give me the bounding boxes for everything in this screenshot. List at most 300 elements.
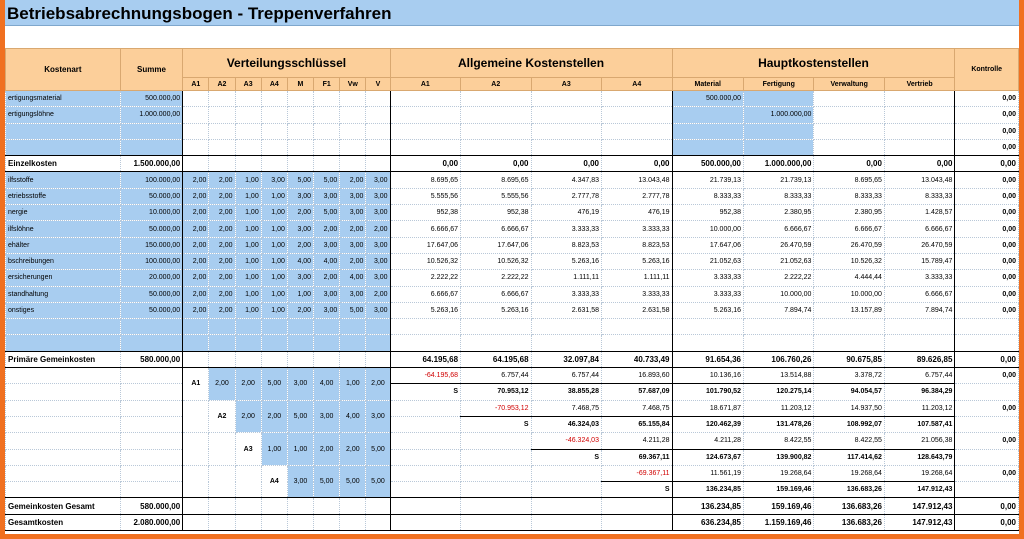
kostenart-label[interactable]: ilfslöhne bbox=[6, 221, 121, 237]
empty-cell[interactable] bbox=[461, 107, 531, 123]
kostenart-label[interactable]: ehälter bbox=[6, 237, 121, 253]
kostenart-label[interactable]: Gemeinkosten Gesamt bbox=[6, 498, 121, 514]
empty-cell[interactable] bbox=[235, 91, 261, 107]
empty-cell[interactable] bbox=[120, 465, 182, 481]
key-cell[interactable]: 2,00 bbox=[209, 368, 235, 401]
key-cell[interactable]: 2,00 bbox=[261, 400, 287, 433]
allg-cell[interactable]: 2.777,78 bbox=[531, 188, 601, 204]
kostenart-label[interactable]: Einzelkosten bbox=[6, 156, 121, 172]
empty-cell[interactable] bbox=[601, 498, 672, 514]
key-cell[interactable]: 2,00 bbox=[340, 433, 366, 466]
header-key-a2[interactable]: A2 bbox=[209, 78, 235, 91]
kostenart-label[interactable]: nergie bbox=[6, 205, 121, 221]
key-cell[interactable]: 3,00 bbox=[287, 465, 313, 498]
key-cell[interactable]: 1,00 bbox=[261, 205, 287, 221]
kostenart-label[interactable]: ertigungsmaterial bbox=[6, 91, 121, 107]
haupt-cell[interactable]: 17.647,06 bbox=[672, 237, 743, 253]
empty-cell[interactable] bbox=[601, 139, 672, 155]
allg-cell[interactable]: 10.526,32 bbox=[390, 253, 460, 269]
key-cell[interactable]: 3,00 bbox=[340, 286, 366, 302]
key-cell[interactable]: 3,00 bbox=[314, 286, 340, 302]
kostenart-label[interactable] bbox=[6, 123, 121, 139]
empty-cell[interactable] bbox=[366, 319, 390, 335]
allg-cell[interactable]: 8.695,65 bbox=[461, 172, 531, 188]
empty-cell[interactable] bbox=[261, 514, 287, 530]
empty-cell[interactable] bbox=[235, 498, 261, 514]
empty-cell[interactable] bbox=[6, 449, 121, 465]
haupt-sum-cell[interactable]: 139.900,82 bbox=[743, 449, 813, 465]
empty-cell[interactable] bbox=[287, 156, 313, 172]
haupt-sum-cell[interactable]: 136.234,85 bbox=[672, 482, 743, 498]
allg-cell[interactable]: 2.777,78 bbox=[601, 188, 672, 204]
key-cell[interactable]: 3,00 bbox=[287, 188, 313, 204]
key-cell[interactable]: 2,00 bbox=[209, 188, 235, 204]
empty-cell[interactable] bbox=[340, 123, 366, 139]
allg-cell[interactable]: 476,19 bbox=[601, 205, 672, 221]
key-cell[interactable]: 1,00 bbox=[261, 286, 287, 302]
key-cell[interactable]: 2,00 bbox=[209, 172, 235, 188]
empty-cell[interactable] bbox=[390, 498, 460, 514]
allg-cell[interactable]: 2.222,22 bbox=[461, 270, 531, 286]
key-cell[interactable]: 2,00 bbox=[183, 253, 209, 269]
kontrolle-cell[interactable]: 0,00 bbox=[955, 498, 1019, 514]
allg-cell[interactable]: 8.695,65 bbox=[390, 172, 460, 188]
haupt-cell[interactable]: 13.157,89 bbox=[814, 302, 884, 318]
allg-cell[interactable]: 7.468,75 bbox=[601, 400, 672, 416]
empty-cell[interactable] bbox=[6, 368, 121, 384]
key-cell[interactable]: 2,00 bbox=[340, 221, 366, 237]
key-cell[interactable]: 2,00 bbox=[366, 286, 390, 302]
allg-cell[interactable]: 5.263,16 bbox=[461, 302, 531, 318]
empty-cell[interactable] bbox=[120, 433, 182, 449]
empty-cell[interactable] bbox=[366, 91, 390, 107]
key-cell[interactable]: 1,00 bbox=[235, 237, 261, 253]
allg-cell[interactable]: 1.111,11 bbox=[601, 270, 672, 286]
allg-cell[interactable]: 2.631,58 bbox=[601, 302, 672, 318]
key-cell[interactable]: 2,00 bbox=[209, 237, 235, 253]
allg-cell[interactable]: -70.953,12 bbox=[461, 400, 531, 416]
haupt-cell[interactable]: 7.894,74 bbox=[884, 302, 954, 318]
empty-cell[interactable] bbox=[120, 335, 182, 351]
empty-cell[interactable] bbox=[287, 319, 313, 335]
haupt-sum-cell[interactable]: 131.478,26 bbox=[743, 416, 813, 432]
key-cell[interactable]: 4,00 bbox=[314, 253, 340, 269]
empty-cell[interactable] bbox=[183, 514, 209, 530]
kostenart-label[interactable]: etriebsstoffe bbox=[6, 188, 121, 204]
key-cell[interactable]: 2,00 bbox=[366, 221, 390, 237]
allg-cell[interactable]: 5.263,16 bbox=[531, 253, 601, 269]
key-cell[interactable]: 5,00 bbox=[314, 172, 340, 188]
haupt-cell[interactable]: 18.671,87 bbox=[672, 400, 743, 416]
header-key-a3[interactable]: A3 bbox=[235, 78, 261, 91]
empty-cell[interactable] bbox=[287, 139, 313, 155]
empty-cell[interactable] bbox=[261, 123, 287, 139]
allg-cell[interactable]: 2.222,22 bbox=[390, 270, 460, 286]
allg-cell[interactable]: 5.263,16 bbox=[601, 253, 672, 269]
kostenart-label[interactable]: onstiges bbox=[6, 302, 121, 318]
haupt-sum-cell[interactable]: 124.673,67 bbox=[672, 449, 743, 465]
empty-cell[interactable] bbox=[461, 514, 531, 530]
kontrolle-cell[interactable]: 0,00 bbox=[955, 351, 1019, 367]
key-cell[interactable]: 2,00 bbox=[209, 302, 235, 318]
empty-cell[interactable] bbox=[314, 498, 340, 514]
haupt-cell[interactable]: 11.203,12 bbox=[884, 400, 954, 416]
key-cell[interactable]: 5,00 bbox=[340, 302, 366, 318]
empty-cell[interactable] bbox=[366, 514, 390, 530]
allg-cell[interactable] bbox=[390, 400, 460, 416]
key-cell[interactable]: 2,00 bbox=[235, 400, 261, 433]
haupt-cell[interactable]: 11.561,19 bbox=[672, 465, 743, 481]
haupt-cell[interactable]: 19.268,64 bbox=[743, 465, 813, 481]
empty-cell[interactable] bbox=[531, 139, 601, 155]
key-cell[interactable]: 1,00 bbox=[261, 433, 287, 466]
empty-cell[interactable] bbox=[209, 335, 235, 351]
haupt-sum-cell[interactable]: 120.275,14 bbox=[743, 384, 813, 400]
allg-sum-cell[interactable]: 57.687,09 bbox=[601, 384, 672, 400]
allg-cell[interactable]: 17.647,06 bbox=[390, 237, 460, 253]
empty-cell[interactable] bbox=[261, 498, 287, 514]
key-cell[interactable]: 2,00 bbox=[287, 302, 313, 318]
haupt-cell[interactable]: 13.514,88 bbox=[743, 368, 813, 384]
haupt-cell[interactable]: 1.000.000,00 bbox=[743, 107, 813, 123]
key-cell[interactable]: 2,00 bbox=[287, 237, 313, 253]
haupt-cell[interactable] bbox=[743, 123, 813, 139]
empty-cell[interactable] bbox=[884, 335, 954, 351]
allg-cell[interactable]: 0,00 bbox=[531, 156, 601, 172]
empty-cell[interactable] bbox=[6, 335, 121, 351]
key-cell[interactable]: 3,00 bbox=[366, 237, 390, 253]
kontrolle-cell[interactable]: 0,00 bbox=[955, 91, 1019, 107]
haupt-cell[interactable]: 26.470,59 bbox=[743, 237, 813, 253]
summe-cell[interactable]: 20.000,00 bbox=[120, 270, 182, 286]
haupt-cell[interactable]: 147.912,43 bbox=[884, 514, 954, 530]
empty-cell[interactable] bbox=[183, 156, 209, 172]
haupt-cell[interactable]: 4.211,28 bbox=[672, 433, 743, 449]
allg-cell[interactable]: 8.823,53 bbox=[531, 237, 601, 253]
key-cell[interactable]: 2,00 bbox=[183, 302, 209, 318]
key-cell[interactable]: 5,00 bbox=[366, 465, 390, 498]
empty-cell[interactable] bbox=[531, 514, 601, 530]
header-key-a4[interactable]: A4 bbox=[261, 78, 287, 91]
empty-cell[interactable] bbox=[340, 156, 366, 172]
empty-cell[interactable] bbox=[209, 498, 235, 514]
empty-cell[interactable] bbox=[314, 335, 340, 351]
haupt-cell[interactable]: 3.378,72 bbox=[814, 368, 884, 384]
allg-cell[interactable]: 0,00 bbox=[461, 156, 531, 172]
header-allg-a2[interactable]: A2 bbox=[461, 78, 531, 91]
key-cell[interactable]: 3,00 bbox=[366, 253, 390, 269]
haupt-cell[interactable]: 21.052,63 bbox=[743, 253, 813, 269]
key-cell[interactable]: 1,00 bbox=[235, 188, 261, 204]
allg-cell[interactable]: 6.666,67 bbox=[461, 286, 531, 302]
key-cell[interactable]: 2,00 bbox=[235, 368, 261, 401]
summe-cell[interactable]: 50.000,00 bbox=[120, 221, 182, 237]
empty-cell[interactable] bbox=[235, 139, 261, 155]
allg-cell[interactable]: 64.195,68 bbox=[390, 351, 460, 367]
allg-cell[interactable]: 6.757,44 bbox=[461, 368, 531, 384]
haupt-cell[interactable]: 8.333,33 bbox=[672, 188, 743, 204]
haupt-cell[interactable]: 90.675,85 bbox=[814, 351, 884, 367]
kostenart-label[interactable]: bschreibungen bbox=[6, 253, 121, 269]
empty-cell[interactable] bbox=[461, 139, 531, 155]
key-cell[interactable]: 2,00 bbox=[340, 253, 366, 269]
key-cell[interactable]: 5,00 bbox=[340, 465, 366, 498]
haupt-cell[interactable] bbox=[814, 107, 884, 123]
empty-cell[interactable] bbox=[261, 335, 287, 351]
key-cell[interactable]: 2,00 bbox=[209, 221, 235, 237]
key-cell[interactable]: 2,00 bbox=[314, 221, 340, 237]
empty-cell[interactable] bbox=[743, 335, 813, 351]
empty-cell[interactable] bbox=[366, 107, 390, 123]
kontrolle-cell[interactable]: 0,00 bbox=[955, 123, 1019, 139]
key-cell[interactable]: 2,00 bbox=[209, 205, 235, 221]
haupt-cell[interactable]: 8.333,33 bbox=[814, 188, 884, 204]
empty-cell[interactable] bbox=[209, 123, 235, 139]
haupt-cell[interactable]: 13.043,48 bbox=[884, 172, 954, 188]
empty-cell[interactable] bbox=[209, 107, 235, 123]
key-cell[interactable]: 3,00 bbox=[287, 221, 313, 237]
empty-cell[interactable] bbox=[261, 139, 287, 155]
key-cell[interactable]: 1,00 bbox=[287, 433, 313, 466]
empty-cell[interactable] bbox=[314, 91, 340, 107]
haupt-cell[interactable]: 1.159.169,46 bbox=[743, 514, 813, 530]
stufe-label[interactable]: A4 bbox=[261, 465, 287, 498]
allg-cell[interactable]: 6.666,67 bbox=[390, 286, 460, 302]
empty-cell[interactable] bbox=[6, 416, 121, 432]
haupt-sum-cell[interactable]: 128.643,79 bbox=[884, 449, 954, 465]
empty-cell[interactable] bbox=[120, 400, 182, 416]
empty-cell[interactable] bbox=[235, 514, 261, 530]
summe-cell[interactable]: 500.000,00 bbox=[120, 91, 182, 107]
haupt-sum-cell[interactable]: 96.384,29 bbox=[884, 384, 954, 400]
summe-cell[interactable]: 100.000,00 bbox=[120, 253, 182, 269]
empty-cell[interactable] bbox=[183, 335, 209, 351]
empty-cell[interactable] bbox=[531, 107, 601, 123]
empty-cell[interactable] bbox=[6, 433, 121, 449]
allg-cell[interactable]: -69.367,11 bbox=[601, 465, 672, 481]
empty-cell[interactable] bbox=[6, 400, 121, 416]
allg-cell[interactable] bbox=[390, 465, 460, 481]
allg-cell[interactable] bbox=[531, 465, 601, 481]
empty-cell[interactable] bbox=[461, 91, 531, 107]
empty-cell[interactable] bbox=[531, 498, 601, 514]
key-cell[interactable]: 3,00 bbox=[340, 188, 366, 204]
haupt-cell[interactable]: 1.000.000,00 bbox=[743, 156, 813, 172]
empty-cell[interactable] bbox=[183, 107, 209, 123]
empty-cell[interactable] bbox=[6, 465, 121, 481]
haupt-cell[interactable]: 6.757,44 bbox=[884, 368, 954, 384]
empty-cell[interactable] bbox=[366, 498, 390, 514]
kontrolle-cell[interactable]: 0,00 bbox=[955, 237, 1019, 253]
header-key-v[interactable]: V bbox=[366, 78, 390, 91]
allg-cell[interactable] bbox=[390, 433, 460, 449]
empty-cell[interactable] bbox=[461, 319, 531, 335]
haupt-cell[interactable]: 159.169,46 bbox=[743, 498, 813, 514]
key-cell[interactable]: 2,00 bbox=[209, 253, 235, 269]
haupt-cell[interactable]: 8.695,65 bbox=[814, 172, 884, 188]
haupt-cell[interactable]: 10.526,32 bbox=[814, 253, 884, 269]
empty-cell[interactable] bbox=[814, 319, 884, 335]
haupt-sum-cell[interactable]: 120.462,39 bbox=[672, 416, 743, 432]
empty-cell[interactable] bbox=[390, 416, 460, 432]
kontrolle-cell[interactable]: 0,00 bbox=[955, 400, 1019, 416]
allg-cell[interactable]: 8.823,53 bbox=[601, 237, 672, 253]
haupt-cell[interactable]: 10.136,16 bbox=[672, 368, 743, 384]
summe-cell[interactable]: 50.000,00 bbox=[120, 286, 182, 302]
key-cell[interactable]: 4,00 bbox=[287, 253, 313, 269]
haupt-cell[interactable] bbox=[672, 123, 743, 139]
haupt-cell[interactable]: 136.683,26 bbox=[814, 514, 884, 530]
empty-cell[interactable] bbox=[390, 107, 460, 123]
empty-cell[interactable] bbox=[209, 139, 235, 155]
empty-cell[interactable] bbox=[183, 91, 209, 107]
empty-cell[interactable] bbox=[287, 498, 313, 514]
summe-cell[interactable]: 2.080.000,00 bbox=[120, 514, 182, 530]
key-cell[interactable]: 3,00 bbox=[340, 237, 366, 253]
haupt-cell[interactable] bbox=[884, 123, 954, 139]
empty-cell[interactable] bbox=[340, 107, 366, 123]
empty-cell[interactable] bbox=[340, 514, 366, 530]
empty-cell[interactable] bbox=[531, 91, 601, 107]
summe-cell[interactable]: 580.000,00 bbox=[120, 351, 182, 367]
haupt-cell[interactable]: 952,38 bbox=[672, 205, 743, 221]
haupt-cell[interactable]: 106.760,26 bbox=[743, 351, 813, 367]
empty-cell[interactable] bbox=[314, 351, 340, 367]
empty-cell[interactable] bbox=[235, 465, 261, 498]
allg-cell[interactable]: 13.043,48 bbox=[601, 172, 672, 188]
empty-cell[interactable] bbox=[340, 139, 366, 155]
allg-cell[interactable]: 952,38 bbox=[390, 205, 460, 221]
empty-cell[interactable] bbox=[814, 335, 884, 351]
key-cell[interactable]: 4,00 bbox=[340, 400, 366, 433]
key-cell[interactable]: 5,00 bbox=[314, 205, 340, 221]
haupt-cell[interactable]: 8.422,55 bbox=[814, 433, 884, 449]
kontrolle-cell[interactable]: 0,00 bbox=[955, 514, 1019, 530]
haupt-cell[interactable]: 10.000,00 bbox=[814, 286, 884, 302]
kontrolle-cell[interactable]: 0,00 bbox=[955, 139, 1019, 155]
key-cell[interactable]: 3,00 bbox=[314, 188, 340, 204]
haupt-cell[interactable]: 1.428,57 bbox=[884, 205, 954, 221]
empty-cell[interactable] bbox=[601, 107, 672, 123]
haupt-cell[interactable]: 8.333,33 bbox=[743, 188, 813, 204]
summe-cell[interactable]: 150.000,00 bbox=[120, 237, 182, 253]
haupt-cell[interactable]: 6.666,67 bbox=[884, 221, 954, 237]
empty-cell[interactable] bbox=[366, 123, 390, 139]
haupt-sum-cell[interactable]: 108.992,07 bbox=[814, 416, 884, 432]
empty-cell[interactable] bbox=[955, 482, 1019, 498]
haupt-cell[interactable]: 91.654,36 bbox=[672, 351, 743, 367]
key-cell[interactable]: 3,00 bbox=[314, 302, 340, 318]
haupt-cell[interactable]: 136.683,26 bbox=[814, 498, 884, 514]
empty-cell[interactable] bbox=[601, 123, 672, 139]
allg-cell[interactable]: 5.263,16 bbox=[390, 302, 460, 318]
sum-marker[interactable]: S bbox=[531, 449, 601, 465]
haupt-sum-cell[interactable]: 117.414,62 bbox=[814, 449, 884, 465]
empty-cell[interactable] bbox=[955, 319, 1019, 335]
empty-cell[interactable] bbox=[183, 139, 209, 155]
kontrolle-cell[interactable]: 0,00 bbox=[955, 286, 1019, 302]
empty-cell[interactable] bbox=[672, 319, 743, 335]
allg-cell[interactable]: 476,19 bbox=[531, 205, 601, 221]
kontrolle-cell[interactable]: 0,00 bbox=[955, 156, 1019, 172]
key-cell[interactable]: 1,00 bbox=[235, 270, 261, 286]
allg-cell[interactable]: 7.468,75 bbox=[531, 400, 601, 416]
empty-cell[interactable] bbox=[531, 319, 601, 335]
allg-cell[interactable]: 3.333,33 bbox=[601, 221, 672, 237]
allg-cell[interactable]: -64.195,68 bbox=[390, 368, 460, 384]
key-cell[interactable]: 3,00 bbox=[366, 302, 390, 318]
kontrolle-cell[interactable]: 0,00 bbox=[955, 188, 1019, 204]
haupt-cell[interactable]: 2.222,22 bbox=[743, 270, 813, 286]
empty-cell[interactable] bbox=[461, 335, 531, 351]
haupt-cell[interactable] bbox=[814, 91, 884, 107]
key-cell[interactable]: 3,00 bbox=[366, 270, 390, 286]
kontrolle-cell[interactable]: 0,00 bbox=[955, 302, 1019, 318]
stufe-label[interactable]: A3 bbox=[235, 433, 261, 466]
key-cell[interactable]: 3,00 bbox=[340, 205, 366, 221]
haupt-cell[interactable]: 21.739,13 bbox=[672, 172, 743, 188]
empty-cell[interactable] bbox=[366, 335, 390, 351]
kontrolle-cell[interactable]: 0,00 bbox=[955, 465, 1019, 481]
empty-cell[interactable] bbox=[314, 514, 340, 530]
empty-cell[interactable] bbox=[314, 123, 340, 139]
header-haupt-fertigung[interactable]: Fertigung bbox=[743, 78, 813, 91]
haupt-cell[interactable] bbox=[884, 107, 954, 123]
haupt-cell[interactable]: 7.894,74 bbox=[743, 302, 813, 318]
haupt-cell[interactable]: 500.000,00 bbox=[672, 91, 743, 107]
key-cell[interactable]: 2,00 bbox=[366, 368, 390, 401]
allg-cell[interactable]: 3.333,33 bbox=[531, 221, 601, 237]
empty-cell[interactable] bbox=[340, 319, 366, 335]
empty-cell[interactable] bbox=[209, 514, 235, 530]
key-cell[interactable]: 2,00 bbox=[340, 172, 366, 188]
empty-cell[interactable] bbox=[209, 465, 235, 498]
allg-sum-cell[interactable]: 65.155,84 bbox=[601, 416, 672, 432]
header-key-f1[interactable]: F1 bbox=[314, 78, 340, 91]
allg-sum-cell[interactable]: 46.324,03 bbox=[531, 416, 601, 432]
allg-cell[interactable]: 17.647,06 bbox=[461, 237, 531, 253]
empty-cell[interactable] bbox=[209, 433, 235, 466]
key-cell[interactable]: 2,00 bbox=[183, 270, 209, 286]
summe-cell[interactable]: 50.000,00 bbox=[120, 188, 182, 204]
empty-cell[interactable] bbox=[183, 498, 209, 514]
empty-cell[interactable] bbox=[366, 156, 390, 172]
allg-cell[interactable]: 40.733,49 bbox=[601, 351, 672, 367]
key-cell[interactable]: 3,00 bbox=[287, 368, 313, 401]
key-cell[interactable]: 3,00 bbox=[366, 188, 390, 204]
empty-cell[interactable] bbox=[261, 107, 287, 123]
empty-cell[interactable] bbox=[235, 351, 261, 367]
empty-cell[interactable] bbox=[531, 123, 601, 139]
haupt-cell[interactable]: 6.666,67 bbox=[743, 221, 813, 237]
header-haupt-vertrieb[interactable]: Vertrieb bbox=[884, 78, 954, 91]
allg-cell[interactable]: 3.333,33 bbox=[531, 286, 601, 302]
kostenart-label[interactable]: ilfsstoffe bbox=[6, 172, 121, 188]
haupt-cell[interactable] bbox=[672, 139, 743, 155]
empty-cell[interactable] bbox=[287, 514, 313, 530]
kontrolle-cell[interactable]: 0,00 bbox=[955, 107, 1019, 123]
key-cell[interactable]: 5,00 bbox=[314, 465, 340, 498]
kostenart-label[interactable] bbox=[6, 139, 121, 155]
empty-cell[interactable] bbox=[531, 482, 601, 498]
key-cell[interactable]: 2,00 bbox=[209, 270, 235, 286]
empty-cell[interactable] bbox=[287, 91, 313, 107]
empty-cell[interactable] bbox=[120, 384, 182, 400]
empty-cell[interactable] bbox=[390, 482, 460, 498]
haupt-cell[interactable]: 19.268,64 bbox=[884, 465, 954, 481]
key-cell[interactable]: 3,00 bbox=[366, 400, 390, 433]
haupt-cell[interactable]: 21.056,38 bbox=[884, 433, 954, 449]
